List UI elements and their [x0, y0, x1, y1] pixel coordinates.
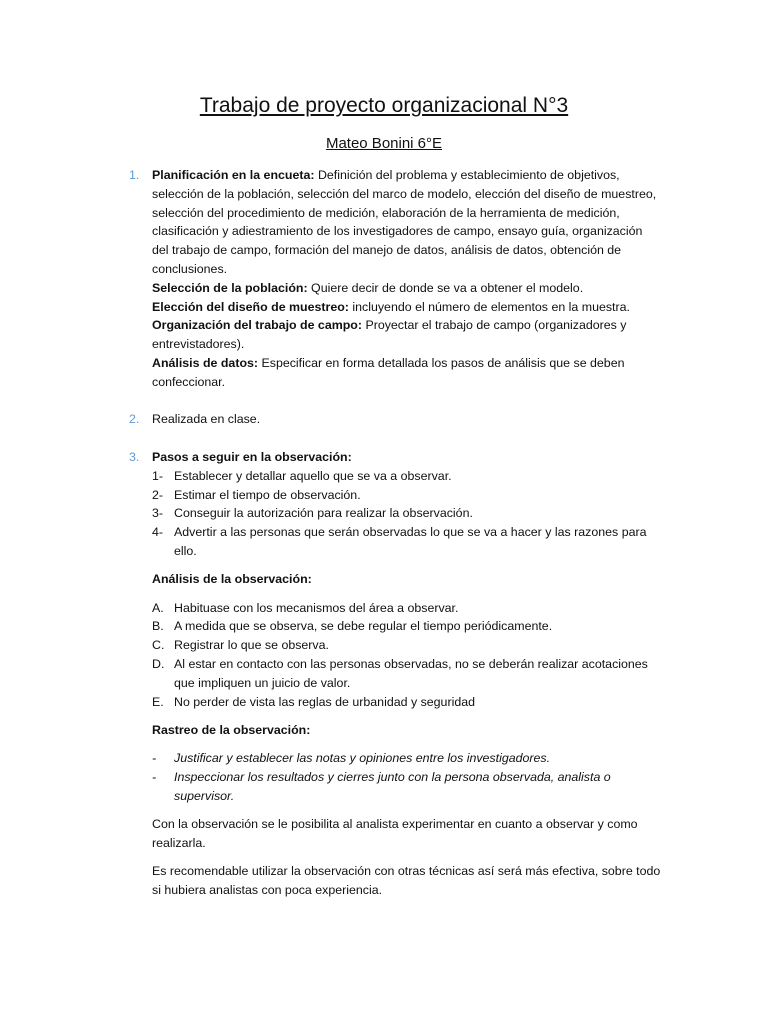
tracking-marker: -: [152, 751, 157, 766]
definition-text: Especificar en forma detallada los pasos de análisis que se deben confeccionar.: [152, 355, 625, 389]
step-marker: 1-: [152, 468, 164, 483]
document-author: Mateo Bonini 6°E: [325, 135, 443, 152]
analysis-item: [152, 617, 662, 636]
analysis-item: [152, 636, 662, 655]
definition-term: Selección de la población:: [152, 280, 308, 295]
section-heading: Pasos a seguir en la observación:: [152, 449, 352, 464]
analysis-text: No perder de vista las reglas de urbanidad y seguridad: [174, 694, 475, 709]
analysis-text: Habituase con los mecanismos del área a observar.: [174, 600, 459, 615]
list-item-1: [0, 166, 768, 392]
tracking-text: Justificar y establecer las notas y opiniones entre los investigadores.: [174, 751, 551, 766]
definition-term: Análisis de datos:: [152, 355, 259, 370]
definition-text: Proyectar el trabajo de campo (organizadores y entrevistadores).: [152, 318, 627, 352]
step-text: Conseguir la autorización para realizar la observación.: [174, 506, 473, 521]
section-heading: Planificación en la encueta:: [152, 168, 315, 182]
step-text: Estimar el tiempo de observación.: [174, 487, 361, 502]
definition-term: Elección del diseño de muestreo:: [152, 299, 349, 314]
analysis-item: [152, 655, 662, 693]
definition-term: Organización del trabajo de campo:: [152, 318, 362, 333]
step-item: [152, 504, 662, 523]
step-marker: 2-: [152, 487, 164, 502]
list-item-text: Realizada en clase.: [152, 412, 261, 427]
list-number: 3.: [129, 449, 140, 464]
tracking-marker: -: [152, 769, 157, 784]
step-text: Advertir a las personas que serán observadas lo que se va a hacer y las razones para ello.: [174, 525, 647, 558]
document-title: Trabajo de proyecto organizacional N°3: [199, 94, 569, 117]
analysis-marker: D.: [152, 656, 165, 671]
analysis-marker: A.: [152, 600, 164, 615]
analysis-item: [152, 599, 662, 618]
analysis-text: Al estar en contacto con las personas observadas, no se deberán realizar acotaciones que impliquen un juicio de valor.: [174, 656, 648, 690]
analysis-text: A medida que se observa, se debe regular el tiempo periódicamente.: [174, 619, 553, 634]
list-item-text: [152, 166, 662, 392]
list-item-3: [0, 448, 768, 467]
tracking-heading: Rastreo de la observación:: [152, 722, 311, 737]
analysis-heading: Análisis de la observación:: [152, 572, 312, 587]
section-text: Definición del problema y establecimiento de objetivos, selección de la población, selección del marco de modelo, elección del diseño de muestreo, selección del procedimiento de medición, elaboración de la herramienta de medición, clasificación y adiestramiento de los investigadores de campo, ensayo guía, organización del trabajo de campo, formación del manejo de datos, análisis de datos, obtención de conclusiones.: [152, 168, 657, 276]
tracking-item: [152, 749, 662, 768]
step-item: [152, 486, 662, 505]
step-marker: 4-: [152, 525, 164, 540]
paragraph: Con la observación se le posibilita al analista experimentar en cuanto a observar y como realizarla.: [152, 817, 638, 850]
step-item: [152, 523, 662, 561]
analysis-item: [152, 693, 662, 712]
list-number: 2.: [129, 412, 140, 427]
tracking-text: Inspeccionar los resultados y cierres junto con la persona observada, analista o supervisor.: [174, 769, 611, 803]
step-text: Establecer y detallar aquello que se va a observar.: [174, 468, 452, 483]
step-item: [152, 467, 662, 486]
definition-text: Quiere decir de donde se va a obtener el modelo.: [307, 280, 584, 295]
list-number: 1.: [129, 168, 140, 182]
definition-text: incluyendo el número de elementos en la muestra.: [348, 299, 630, 314]
document-body: [0, 166, 768, 900]
analysis-marker: B.: [152, 619, 164, 634]
paragraph: Es recomendable utilizar la observación con otras técnicas así será más efectiva, sobre todo si hubiera analistas con poca experiencia.: [152, 864, 661, 897]
analysis-text: Registrar lo que se observa.: [174, 638, 329, 653]
analysis-marker: E.: [152, 694, 164, 709]
tracking-item: [152, 768, 662, 806]
list-item-2: [0, 410, 768, 429]
analysis-marker: C.: [152, 638, 165, 653]
step-marker: 3-: [152, 506, 164, 521]
